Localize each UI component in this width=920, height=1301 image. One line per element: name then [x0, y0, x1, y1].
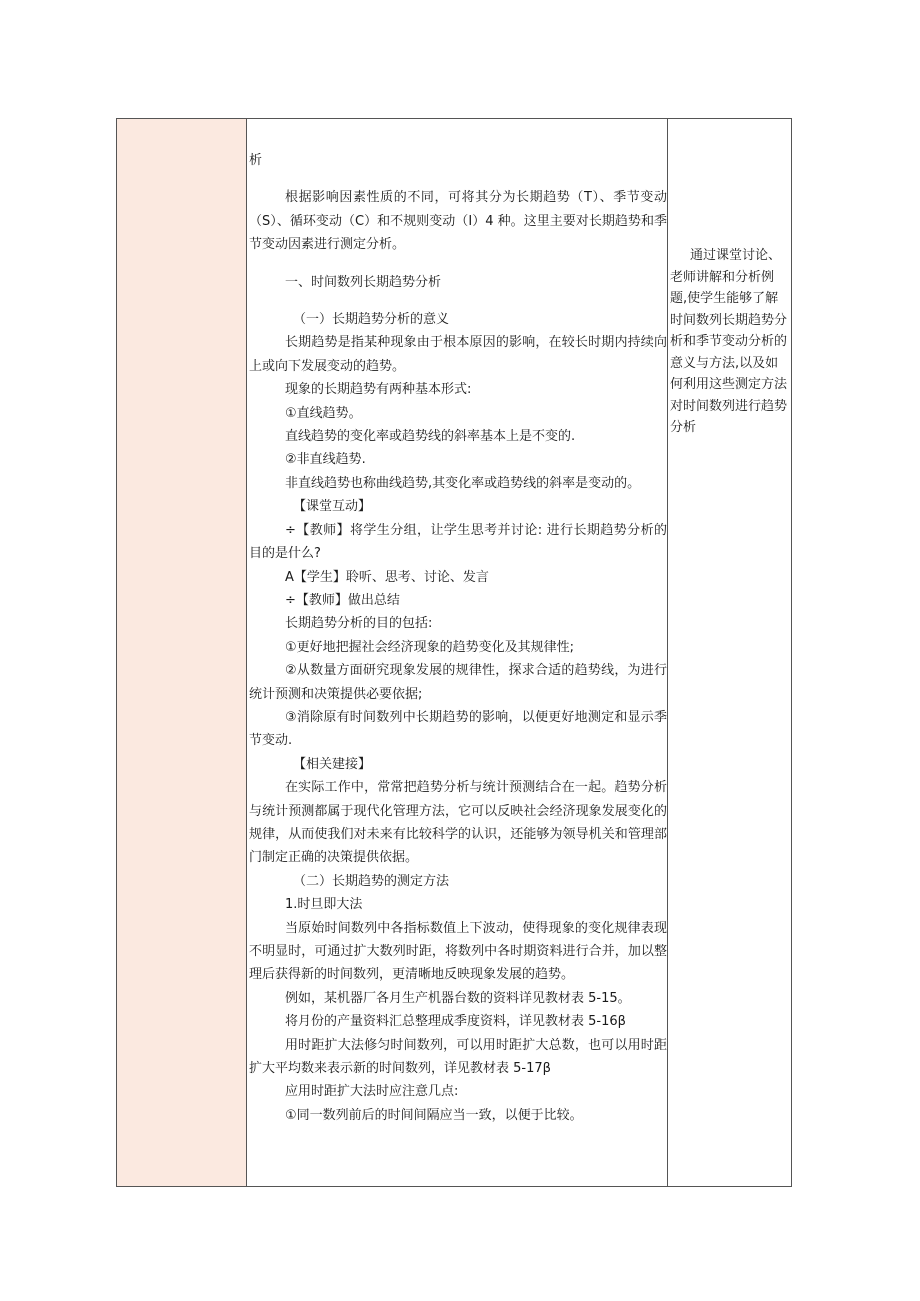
paragraph: A【学生】聆听、思考、讨论、发言	[285, 569, 489, 585]
paragraph: 长期趋势分析的目的包括:	[285, 616, 433, 632]
list-item: ③消除原有时间数列中长期趋势的影响，以便更好地测定和显示季节变动.	[249, 709, 667, 749]
list-item: ①更好地把握社会经济现象的趋势变化及其规律性;	[285, 639, 575, 655]
section-heading: 一、时间数列长期趋势分析	[285, 274, 442, 290]
subsection-heading: （二）长期趋势的测定方法	[293, 873, 450, 889]
paragraph: 根据影响因素性质的不同，可将其分为长期趋势（T）、季节变动（S）、循环变动（C）和不规则变动（I）4 种。这里主要对长期趋势和季节变动因素进行测定分析。	[249, 190, 667, 253]
list-item: ②从数量方面研究现象发展的规律性，探求合适的趋势线，为进行统计预测和决策提供必要依据;	[249, 663, 667, 702]
paragraph: ÷【教师】做出总结	[285, 592, 400, 608]
paragraph: 长期趋势是指某种现象由于根本原因的影响，在较长时期内持续向上或向下发展变动的趋势。	[249, 335, 667, 374]
list-item: ①直线趋势。	[285, 405, 362, 421]
callout-heading: 【课堂互动】	[293, 499, 372, 515]
lesson-plan-table	[116, 118, 792, 1187]
paragraph: 现象的长期趋势有两种基本形式:	[285, 382, 472, 398]
left-column-cell	[117, 119, 247, 1186]
paragraph: 用时距扩大法修匀时间数列，可以用时距扩大总数，也可以用时距扩大平均数来表示新的时间数列，详见教材表 5-17β	[249, 1037, 667, 1077]
list-item: ②非直线趋势.	[285, 452, 366, 468]
paragraph: 当原始时间数列中各指标数值上下波动，使得现象的变化规律表现不明显时，可通过扩大数列时距，将数列中各时期资料进行合并，加以整理后获得新的时间数列，更清晰地反映现象发展的趋势。	[249, 920, 667, 983]
list-item: ①同一数列前后的时间间隔应当一致，以便于比较。	[285, 1107, 583, 1123]
paragraph: 直线趋势的变化率或趋势线的斜率基本上是不变的.	[285, 429, 576, 445]
content-column-cell	[247, 119, 668, 1186]
method-heading: 1.时旦即大法	[285, 897, 363, 913]
paragraph: ÷【教师】将学生分组，让学生思考并讨论: 进行长期趋势分析的目的是什么?	[249, 522, 667, 562]
subsection-heading: （一）长期趋势分析的意义	[293, 312, 450, 328]
paragraph: 将月份的产量资料汇总整理成季度资料，详见教材表 5-16β	[285, 1014, 626, 1030]
paragraph: 例如，某机器厂各月生产机器台数的资料详见教材表 5-15。	[285, 990, 631, 1006]
objective-paragraph: 通过课堂讨论、老师讲解和分析例题,使学生能够了解时间数列长期趋势分析和季节变动分析的意义与方法,以及如何利用这些测定方法对时间数列进行趋势分析	[670, 248, 788, 435]
callout-heading: 【相关建接】	[293, 756, 372, 772]
paragraph: 在实际工作中，常常把趋势分析与统计预测结合在一起。趋势分析与统计预测都属于现代化管理方法，它可以反映社会经济现象发展变化的规律，从而使我们对未来有比较科学的认识，还能够为领导机关和管理部门制定正确的决策提供依据。	[249, 780, 667, 866]
paragraph: 析	[249, 153, 263, 168]
paragraph: 应用时距扩大法时应注意几点:	[285, 1084, 459, 1100]
paragraph: 非直线趋势也称曲线趋势,其变化率或趋势线的斜率是变动的。	[285, 475, 641, 491]
objective-column-cell	[668, 119, 791, 1186]
objective-text	[670, 245, 790, 439]
content-text	[249, 149, 667, 1127]
